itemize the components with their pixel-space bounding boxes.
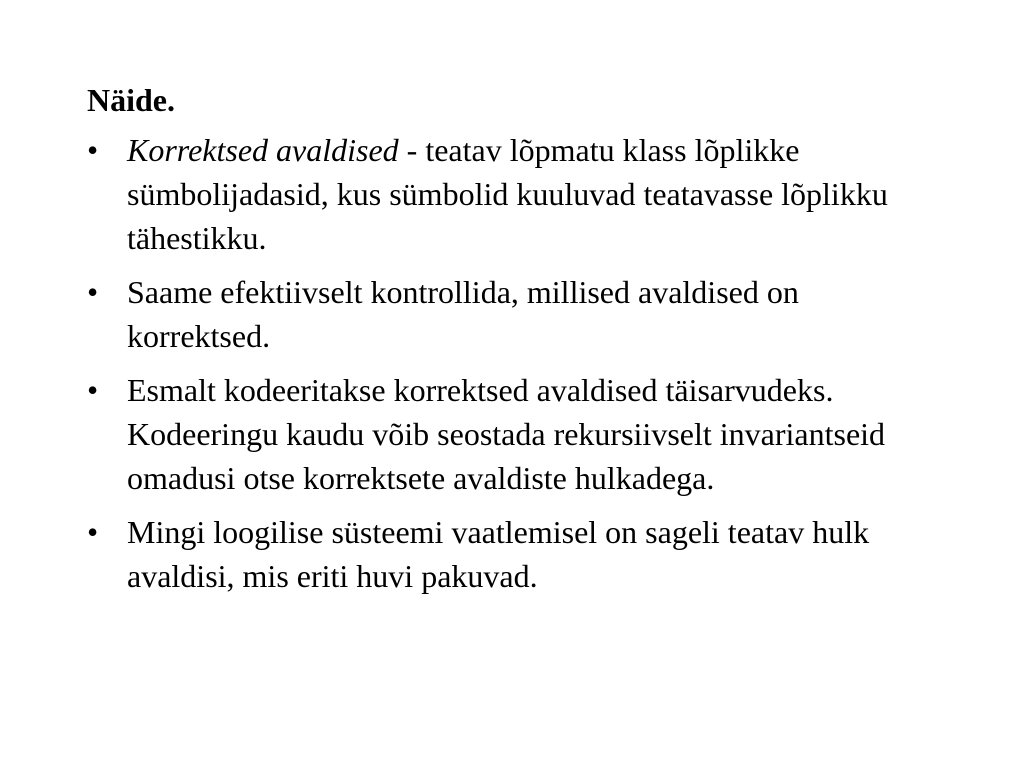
- bullet-text: Esmalt kodeeritakse korrektsed avaldised täisarvudeks. Kodeeringu kaudu võib seostada rekursiivselt invariantseid omadusi otse korrektsete avaldiste hulkadega.: [127, 372, 886, 496]
- bullet-term: Korrektsed avaldised: [127, 132, 399, 168]
- bullet-item-4: [87, 510, 947, 598]
- bullet-text: Mingi loogilise süsteemi vaatlemisel on sageli teatav hulk avaldisi, mis eriti huvi pakuvad.: [127, 514, 870, 594]
- bullet-list: [87, 128, 947, 598]
- bullet-item-1: [87, 128, 947, 260]
- slide-content: [87, 78, 947, 608]
- slide-title: Näide.: [87, 82, 175, 118]
- bullet-icon: •: [87, 372, 99, 408]
- bullet-item-2: [87, 270, 947, 358]
- bullet-icon: •: [87, 274, 99, 310]
- bullet-icon: •: [87, 132, 99, 168]
- bullet-icon: •: [87, 514, 99, 550]
- bullet-text: Saame efektiivselt kontrollida, millised avaldised on korrektsed.: [127, 274, 799, 354]
- bullet-text: - teatav lõpmatu klass lõplikke sümbolijadasid, kus sümbolid kuuluvad teatavasse lõplikku tähestikku.: [127, 132, 888, 256]
- bullet-item-3: [87, 368, 947, 500]
